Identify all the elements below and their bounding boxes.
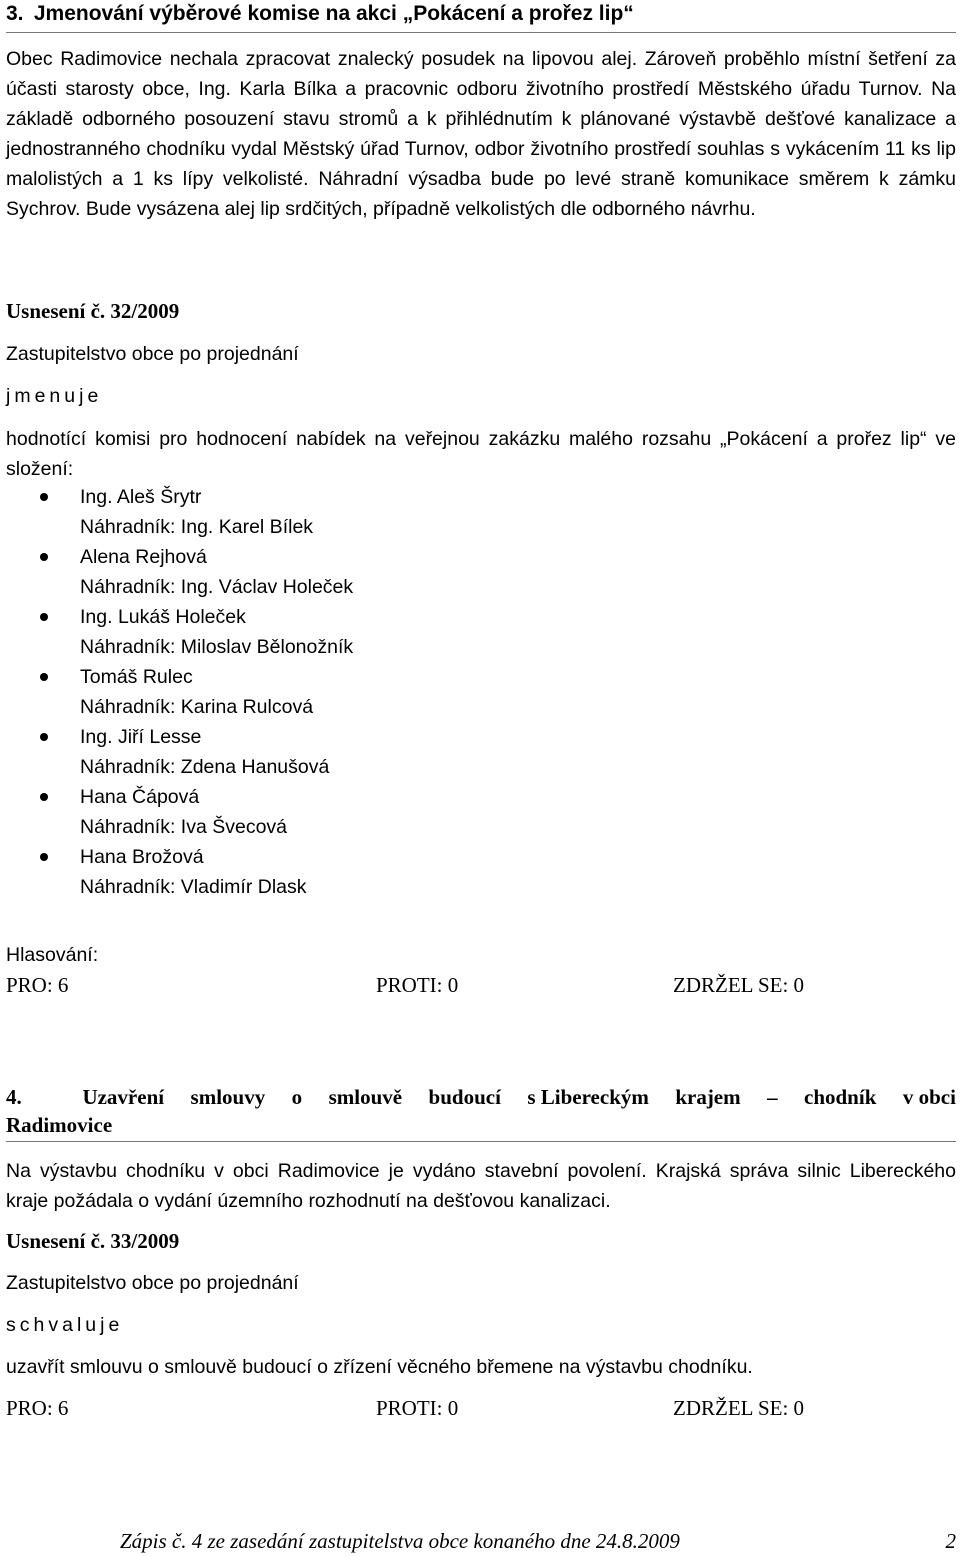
member-substitute: Náhradník: Vladimír Dlask [80, 876, 307, 898]
section-4-title-word: chodník [804, 1085, 877, 1109]
committee-description: hodnotící komisi pro hodnocení nabídek na veřejnou zakázku malého rozsahu „Pokácení a prořez lip“ ve složení: [6, 428, 956, 480]
section-4-title-line-1 [6, 1083, 956, 1111]
resolution-verb-schvaluje: schvaluje [6, 1314, 124, 1336]
member-name: Tomáš Rulec [80, 666, 193, 688]
page-footer [120, 1526, 956, 1556]
section-4-divider [6, 1141, 956, 1142]
member-name: Ing. Jiří Lesse [80, 726, 202, 748]
voting-label: Hlasování: [6, 944, 99, 966]
section-4-heading [6, 1083, 956, 1139]
list-item [0, 782, 960, 842]
resolution-verb-jmenuje: jmenuje [6, 385, 103, 407]
section-4-title-word: – [767, 1085, 778, 1109]
list-item [0, 542, 960, 602]
bullet-icon [40, 793, 48, 801]
section-4-title-word: o [291, 1085, 303, 1109]
section-4-title-word: budoucí [428, 1085, 501, 1109]
resolution-32-title: Usnesení č. 32/2009 [6, 299, 180, 323]
list-item [0, 482, 960, 542]
page-number: 2 [945, 1529, 956, 1553]
resolution-33-title: Usnesení č. 33/2009 [6, 1229, 180, 1253]
list-item [0, 722, 960, 782]
list-item [0, 842, 960, 902]
bullet-icon [40, 733, 48, 741]
section-4-title-line-2: Radimovice [6, 1113, 113, 1137]
vote-pro: PRO: 6 [6, 1396, 69, 1420]
member-substitute: Náhradník: Karina Rulcová [80, 696, 314, 718]
member-name: Ing. Lukáš Holeček [80, 606, 246, 628]
member-name: Hana Čápová [80, 786, 200, 808]
vote-zdrzel: ZDRŽEL SE: 0 [673, 973, 805, 997]
member-substitute: Náhradník: Iva Švecová [80, 816, 288, 838]
section-4-title-word: krajem [675, 1085, 741, 1109]
section-3-divider [6, 32, 956, 33]
vote-pro: PRO: 6 [6, 973, 69, 997]
bullet-icon [40, 553, 48, 561]
bullet-icon [40, 853, 48, 861]
member-name: Hana Brožová [80, 846, 204, 868]
section-4-paragraph: Na výstavbu chodníku v obci Radimovice je vydáno stavební povolení. Krajská správa silnic Libereckého kraje požádala o vydání územního rozhodnutí na dešťovou kanalizaci. [6, 1160, 956, 1212]
section-4-number: 4. [6, 1085, 22, 1109]
section-3-title: Jmenování výběrové komise na akci „Pokácení a prořez lip“ [33, 2, 634, 25]
section-3-paragraph: Obec Radimovice nechala zpracovat znalecký posudek na lipovou alej. Zároveň proběhlo místní šetření za účasti starosty obce, Ing. Karla Bílka a pracovnic odboru životního prostředí Městského úřadu Turnov. Na základě odborného posouzení stavu stromů a k přihlédnutím k plánované výstavbě dešťové kanalizace a jednostranného chodníku vydal Městský úřad Turnov, odbor životního prostředí souhlas s vykácením 11 ks lip malolistých a 1 ks lípy velkolisté. Náhradní výsadba bude po levé straně komunikace směrem k zámku Sychrov. Bude vysázena alej lip srdčitých, případně velkolistých dle odborného návrhu. [6, 48, 956, 220]
vote-zdrzel: ZDRŽEL SE: 0 [673, 1396, 805, 1420]
section-3-number: 3. [6, 2, 24, 25]
member-substitute: Náhradník: Ing. Václav Holeček [80, 576, 354, 598]
member-substitute: Náhradník: Miloslav Bělonožník [80, 636, 354, 658]
bullet-icon [40, 493, 48, 501]
member-name: Ing. Aleš Šrytr [80, 486, 202, 508]
footer-text: Zápis č. 4 ze zasedání zastupitelstva obce konaného dne 24.8.2009 [120, 1529, 680, 1553]
section-4-title-word: smlouvě [328, 1085, 403, 1109]
section-4-title-word: smlouvy [190, 1085, 266, 1109]
vote-proti: PROTI: 0 [376, 1396, 459, 1420]
committee-members-list [0, 482, 960, 902]
council-line: Zastupitelstvo obce po projednání [6, 343, 299, 365]
list-item [0, 662, 960, 722]
section-4-title-word: s Libereckým [527, 1085, 649, 1109]
vote-proti: PROTI: 0 [376, 973, 459, 997]
section-4-title-word: v obci [902, 1085, 956, 1109]
bullet-icon [40, 613, 48, 621]
resolution-action: uzavřít smlouvu o smlouvě budoucí o zřízení věcného břemene na výstavbu chodníku. [6, 1356, 753, 1378]
list-item [0, 602, 960, 662]
section-4-title-word: Uzavření [82, 1085, 165, 1109]
section-3-heading [6, 0, 956, 28]
member-name: Alena Rejhová [80, 546, 207, 568]
member-substitute: Náhradník: Ing. Karel Bílek [80, 516, 314, 538]
bullet-icon [40, 673, 48, 681]
council-line: Zastupitelstvo obce po projednání [6, 1272, 299, 1294]
member-substitute: Náhradník: Zdena Hanušová [80, 756, 330, 778]
